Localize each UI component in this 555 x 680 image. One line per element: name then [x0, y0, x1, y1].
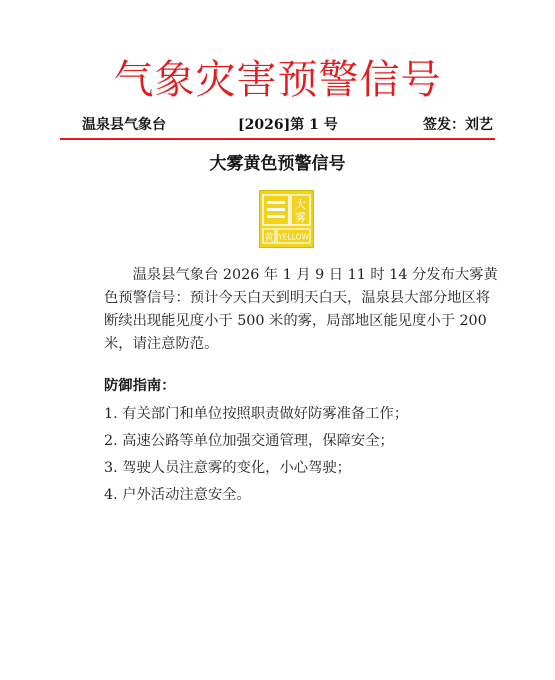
guidance-item: 3. 驾驶人员注意雾的变化，小心驾驶；: [104, 460, 351, 476]
warning-title: 大雾黄色预警信号: [209, 154, 346, 174]
fog-warning-symbol: [260, 191, 313, 247]
icon-char-bottom: 雾: [295, 211, 306, 224]
guidance-item: 2. 高速公路等单位加强交通管理，保障安全；: [104, 433, 394, 449]
icon-char-top: 大: [295, 198, 306, 211]
guidance-item: 4. 户外活动注意安全。: [104, 487, 251, 503]
fog-yellow-warning-icon: [259, 190, 314, 248]
guidance-item: 1. 有关部门和单位按照职责做好防雾准备工作；: [104, 406, 409, 422]
warning-body-text: 温泉县气象台 2026 年 1 月 9 日 11 时 14 分发布大雾黄色预警信号：预计今天白天到明天白天，温泉县大部分地区将断续出现能见度小于 500 米的雾，局部地区能见度小于 200 米，请注意防范。: [104, 267, 498, 352]
warning-body: [104, 264, 500, 356]
icon-label-en: YELLOW: [278, 232, 309, 242]
issuer-name: 温泉县气象台: [82, 117, 166, 133]
document-title: 气象灾害预警信号: [113, 57, 442, 103]
header-divider: [60, 138, 495, 140]
document-number: [2026]第 1 号: [238, 117, 338, 133]
signer-label: 签发：刘艺: [423, 117, 493, 133]
guidance-list: [104, 401, 504, 509]
guidance-title: 防御指南：: [104, 378, 176, 394]
document-meta-row: [80, 114, 495, 136]
icon-label-cn: 黄: [264, 233, 274, 243]
